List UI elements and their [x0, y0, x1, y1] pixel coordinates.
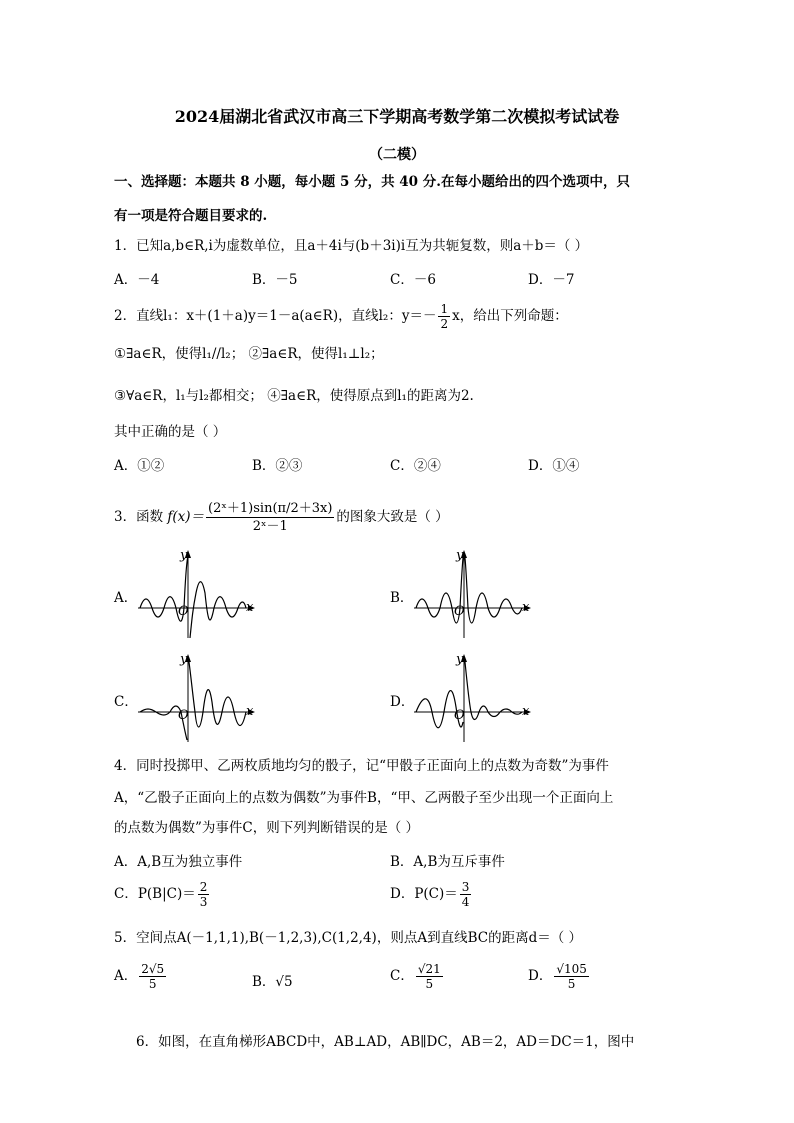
q5-option-a-fraction: $\frac{2√5}{5}$ [141, 962, 165, 991]
q3-graph-d-y-label: y [456, 652, 464, 667]
q4-option-a: A．A,B互为独立事件 [114, 854, 243, 870]
q3-graph-a [138, 548, 258, 640]
q2-stem [114, 302, 568, 331]
q3-graph-label-b: B． [390, 590, 414, 606]
q2-question: 其中正确的是（ ） [114, 424, 227, 440]
q5-option-c: C． $\frac{√21}{5}$ [390, 962, 441, 991]
exam-subtitle: （二模） [369, 147, 425, 163]
q2-option-d: D．①④ [528, 458, 580, 474]
q2-option-c: C．②④ [390, 458, 441, 474]
q3-graph-c [138, 652, 258, 744]
q4-line2: A，“乙骰子正面向上的点数为偶数”为事件B，“甲、乙两骰子至少出现一个正面向上 [114, 790, 614, 806]
q4-option-c-fraction: $\frac{2}{3}$ [199, 880, 208, 909]
q2-stem-b: x，给出下列命题： [452, 308, 568, 324]
q3-graph-label-a: A． [114, 590, 138, 606]
q3-graph-c-y-label: y [180, 652, 188, 667]
q2-option-b: B．②③ [252, 458, 303, 474]
q1-option-b: B．－5 [252, 272, 298, 288]
q4-option-d: D．P(C)＝ $\frac{3}{4}$ [390, 880, 470, 909]
q3-graph-b-y-label: y [456, 548, 464, 563]
q1-option-c: C．－6 [390, 272, 436, 288]
q2-option-a: A．①② [114, 458, 165, 474]
q6-stem: 6．如图，在直角梯形ABCD中，AB⊥AD，AB∥DC，AB＝2，AD＝DC＝1，图中 [136, 1034, 635, 1050]
q2-props-line2: ③∀a∈R，l₁与l₂都相交； ④∃a∈R，使得原点到l₁的距离为2. [114, 388, 474, 404]
q4-option-b: B．A,B为互斥事件 [390, 854, 505, 870]
q4-option-d-fraction: $\frac{3}{4}$ [461, 880, 470, 909]
q1-stem: 1．已知a,b∈R,i为虚数单位，且a＋4i与(b＋3i)i互为共轭复数，则a＋b＝（ ） [114, 238, 589, 254]
section-heading-line2: 有一项是符合题目要求的. [114, 208, 268, 224]
exam-title: 2024届湖北省武汉市高三下学期高考数学第二次模拟考试试卷 [174, 107, 620, 126]
q5-option-d: D． $\frac{√105}{5}$ [528, 962, 587, 991]
q3-graph-label-c: C． [114, 694, 138, 710]
q3-graph-c-x-label: x [246, 704, 254, 719]
q4-line3: 的点数为偶数”为事件C，则下列判断错误的是（ ） [114, 820, 420, 836]
q3-stem [114, 500, 449, 535]
q3-graph-b-x-label: x [522, 600, 530, 615]
q3-graph-d [414, 652, 534, 744]
q1-option-d: D．－7 [528, 272, 575, 288]
q3-graph-b-origin-label: O [454, 604, 465, 619]
q3-stem-a: 3．函数 [114, 509, 164, 525]
q5-option-d-fraction: $\frac{√105}{5}$ [556, 962, 587, 991]
q4-line1: 4．同时投掷甲、乙两枚质地均匀的骰子，记“甲骰子正面向上的点数为奇数”为事件 [114, 758, 609, 774]
q2-fraction: $\frac{1}{2}$ [440, 302, 449, 331]
q3-stem-b: 的图象大致是（ ） [336, 509, 449, 525]
q3-graph-a-x-label: x [246, 600, 254, 615]
q3-graph-label-d: D． [390, 694, 415, 710]
q5-option-c-fraction: $\frac{√21}{5}$ [417, 962, 441, 991]
q3-graph-d-x-label: x [522, 704, 530, 719]
q3-graph-b [414, 548, 534, 640]
q3-graph-d-origin-label: O [454, 708, 465, 723]
q3-graph-a-y-label: y [180, 548, 188, 563]
q2-props-line1: ①∃a∈R，使得l₁//l₂； ②∃a∈R，使得l₁⊥l₂； [114, 346, 384, 362]
section-heading-line1: 一、选择题：本题共 8 小题，每小题 5 分，共 40 分.在每小题给出的四个选项中，只 [114, 174, 630, 190]
q5-stem: 5．空间点A(－1,1,1),B(－1,2,3),C(1,2,4)，则点A到直线BC的距离d＝（ ） [114, 930, 583, 946]
q3-graph-a-origin-label: O [178, 604, 189, 619]
q3-graph-c-origin-label: O [178, 708, 189, 723]
q1-option-a: A．－4 [114, 272, 160, 288]
q2-stem-a: 2．直线l₁：x＋(1＋a)y＝1－a(a∈R)，直线l₂：y＝－ [114, 308, 437, 324]
q5-option-b: B．√5 [252, 974, 293, 990]
q3-func-fraction: $\frac{\text{(2ˣ＋1)sin(π/2＋3x)}}{\text{2ˣ－1}}$ [208, 501, 333, 534]
q3-func-lhs: f(x)＝ [167, 509, 205, 525]
q4-option-c: C．P(B|C)＝ $\frac{2}{3}$ [114, 880, 208, 909]
q5-option-a: A． $\frac{2√5}{5}$ [114, 962, 165, 991]
